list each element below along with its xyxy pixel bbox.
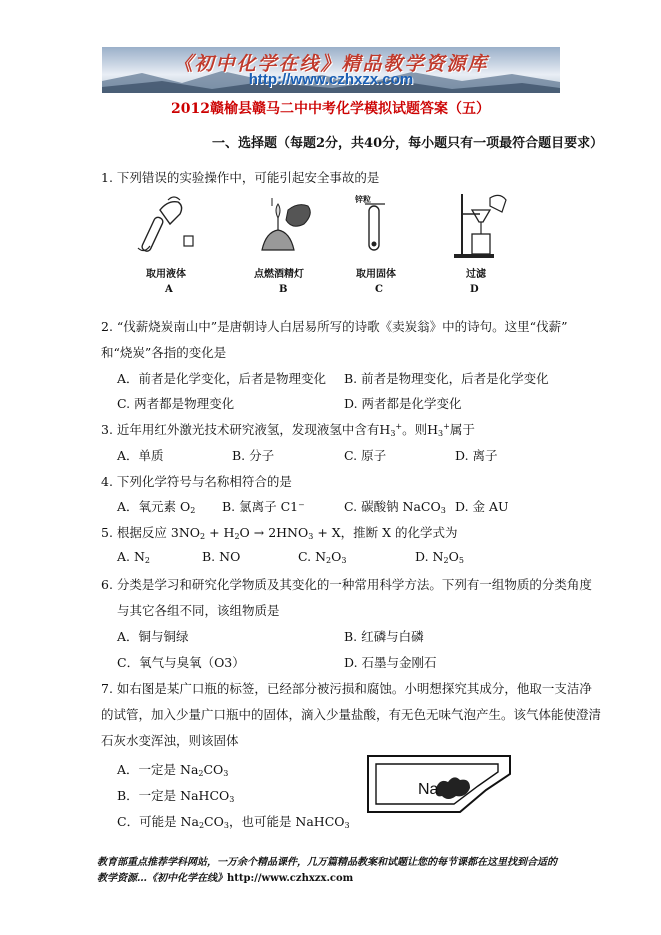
q4-option-b: B. 氯离子 C1⁻ bbox=[222, 499, 305, 514]
q3-option-b: B. 分子 bbox=[232, 448, 275, 463]
q7-c-text: C．可能是 Na bbox=[117, 814, 199, 829]
q5-option-b: B. NO bbox=[202, 549, 241, 564]
footer-text: 教学资源…《初中化学在线》 bbox=[97, 873, 227, 884]
fig-b-letter: B bbox=[279, 284, 288, 295]
fig-d-letter: D bbox=[470, 284, 479, 295]
fig-d-caption: 过滤 bbox=[466, 269, 486, 280]
q5-sub3: 3 bbox=[308, 532, 314, 541]
q2-option-d: D. 两者都是化学变化 bbox=[344, 396, 462, 411]
q5-option-d bbox=[415, 549, 464, 565]
q5-stem bbox=[101, 523, 458, 541]
q3-option-c: C. 原子 bbox=[344, 448, 387, 463]
q5-c-sub1: 2 bbox=[326, 556, 332, 565]
q7-line1: 7. 如右图是某广口瓶的标签，已经部分被污损和腐蚀。小明想探究其成分，他取一支洁净 bbox=[101, 681, 592, 696]
header-banner bbox=[102, 47, 560, 93]
q4-stem: 4. 下列化学符号与名称相符合的是 bbox=[101, 474, 292, 489]
q7-c-sub2: 3 bbox=[223, 821, 229, 830]
q3-sub2: 3 bbox=[438, 429, 444, 438]
q4-c-text: C. 碳酸钠 NaCO bbox=[344, 499, 441, 514]
q4-a-text: A．氧元素 O bbox=[117, 499, 191, 514]
fig-a-pouring-liquid bbox=[130, 192, 200, 262]
q7-option-b bbox=[117, 786, 234, 804]
fig-d-filtration bbox=[450, 190, 520, 262]
q4-a-sub: 2 bbox=[190, 506, 196, 515]
footer-link[interactable]: http://www.czhxzx.com bbox=[227, 873, 354, 884]
banner-title: 《初中化学在线》精品教学资源库 bbox=[173, 53, 489, 75]
section-heading: 一、选择题（每题2分，共40分，每小题只有一项最符合题目要求） bbox=[212, 136, 604, 151]
q5-s3: O → 2HNO bbox=[239, 525, 309, 540]
q5-c-sub2: 3 bbox=[341, 556, 347, 565]
q3-stem-mid: 。则H bbox=[402, 422, 439, 437]
q7-b-text: B．一定是 NaHCO bbox=[117, 788, 230, 803]
q7-a-text: A．一定是 Na bbox=[117, 762, 199, 777]
q4-c-sub: 3 bbox=[440, 506, 446, 515]
q7-a-sub2: 3 bbox=[223, 769, 229, 778]
q4-option-c bbox=[344, 497, 446, 515]
q5-option-a bbox=[117, 549, 150, 565]
q5-option-c bbox=[298, 549, 346, 565]
banner-url[interactable]: http://www.czhxzx.com bbox=[248, 71, 414, 88]
fig-c-test-tube bbox=[345, 192, 405, 262]
q7-c-mid2: ，也可能是 NaHCO bbox=[228, 814, 345, 829]
fig-a-letter: A bbox=[165, 284, 173, 295]
q5-a-text: A. N bbox=[117, 549, 145, 564]
q7-c-mid: CO bbox=[204, 814, 224, 829]
q3-sup: + bbox=[395, 422, 403, 431]
q6-line2: 与其它各组不同，该组物质是 bbox=[117, 603, 280, 618]
q5-d-text: D. N bbox=[415, 549, 444, 564]
q3-stem-post: 属于 bbox=[449, 422, 475, 437]
q7-b-sub: 3 bbox=[229, 795, 235, 804]
q6-option-b: B. 红磷与白磷 bbox=[344, 629, 424, 644]
footer-line2 bbox=[97, 869, 353, 884]
fig-c-label: 锌粒 bbox=[355, 194, 371, 204]
q3-sub: 3 bbox=[390, 429, 396, 438]
q7-a-post: CO bbox=[203, 762, 224, 777]
q3-stem bbox=[101, 420, 475, 438]
q4-option-d: D. 金 AU bbox=[455, 499, 509, 514]
q5-sub1: 2 bbox=[200, 532, 206, 541]
q6-option-a: A．铜与铜绿 bbox=[117, 629, 189, 644]
q5-d-sub2: 5 bbox=[458, 556, 464, 565]
q7-option-a bbox=[117, 760, 228, 778]
reagent-label-figure bbox=[360, 750, 520, 822]
q7-c-sub1: 2 bbox=[198, 821, 205, 830]
q2-option-c: C. 两者都是物理变化 bbox=[117, 396, 235, 411]
q6-line1: 6. 分类是学习和研究化学物质及其变化的一种常用科学方法。下列有一组物质的分类角度 bbox=[101, 577, 592, 592]
q5-d-sub1: 2 bbox=[443, 556, 449, 565]
fig-c-letter: C bbox=[375, 284, 383, 295]
q3-stem-pre: 3. 近年用红外激光技术研究液氢，发现液氢中含有H bbox=[101, 422, 391, 437]
q5-s2: + H bbox=[205, 525, 235, 540]
page-title: 2012赣榆县赣马二中中考化学模拟试题答案（五） bbox=[171, 101, 490, 117]
q5-s1: 5. 根据反应 3NO bbox=[101, 525, 201, 540]
fig-a-caption: 取用液体 bbox=[146, 269, 186, 280]
q7-line3: 石灰水变浑浊，则该固体 bbox=[101, 733, 239, 748]
q5-c-mid: O bbox=[331, 549, 342, 564]
q2-option-b: B. 前者是物理变化，后者是化学变化 bbox=[344, 371, 549, 386]
q2-option-a: A．前者是化学变化，后者是物理变化 bbox=[117, 371, 327, 386]
q3-option-d: D. 离子 bbox=[455, 448, 498, 463]
q2-line1: 2. “伐薪烧炭南山中”是唐朝诗人白居易所写的诗歌《卖炭翁》中的诗句。这里“伐薪” bbox=[101, 319, 568, 334]
label-na-text: Na bbox=[418, 781, 439, 798]
q7-a-sub: 2 bbox=[198, 769, 204, 778]
q5-d-mid: O bbox=[448, 549, 459, 564]
q2-line2: 和“烧炭”各指的变化是 bbox=[101, 345, 227, 360]
fig-b-lighting-lamp bbox=[250, 192, 320, 262]
q3-option-a: A．单质 bbox=[117, 448, 164, 463]
q5-sub2: 2 bbox=[234, 532, 240, 541]
q5-c-text: C. N bbox=[298, 549, 327, 564]
q6-option-d: D. 石墨与金刚石 bbox=[344, 655, 437, 670]
fig-c-caption: 取用固体 bbox=[356, 269, 396, 280]
q4-option-a bbox=[117, 497, 195, 515]
q7-c-sub3: 3 bbox=[344, 821, 350, 830]
footer-line1: 教育部重点推荐学科网站，一万余个精品课件，几万篇精品教案和试题让您的每节课都在这里找到合适的 bbox=[97, 857, 557, 868]
q1-stem: 1. 下列错误的实验操作中，可能引起安全事故的是 bbox=[101, 170, 380, 185]
q7-option-c bbox=[117, 812, 350, 830]
q7-line2: 的试管，加入少量广口瓶中的固体，滴入少量盐酸，有无色无味气泡产生。该气体能使澄清 bbox=[101, 707, 602, 722]
fig-b-caption: 点燃酒精灯 bbox=[254, 269, 304, 280]
q6-option-c: C．氧气与臭氧（O3） bbox=[117, 655, 245, 670]
q3-sup2: + bbox=[443, 422, 450, 431]
q5-a-sub: 2 bbox=[144, 556, 151, 565]
q5-s4: + X，推断 X 的化学式为 bbox=[313, 525, 458, 540]
